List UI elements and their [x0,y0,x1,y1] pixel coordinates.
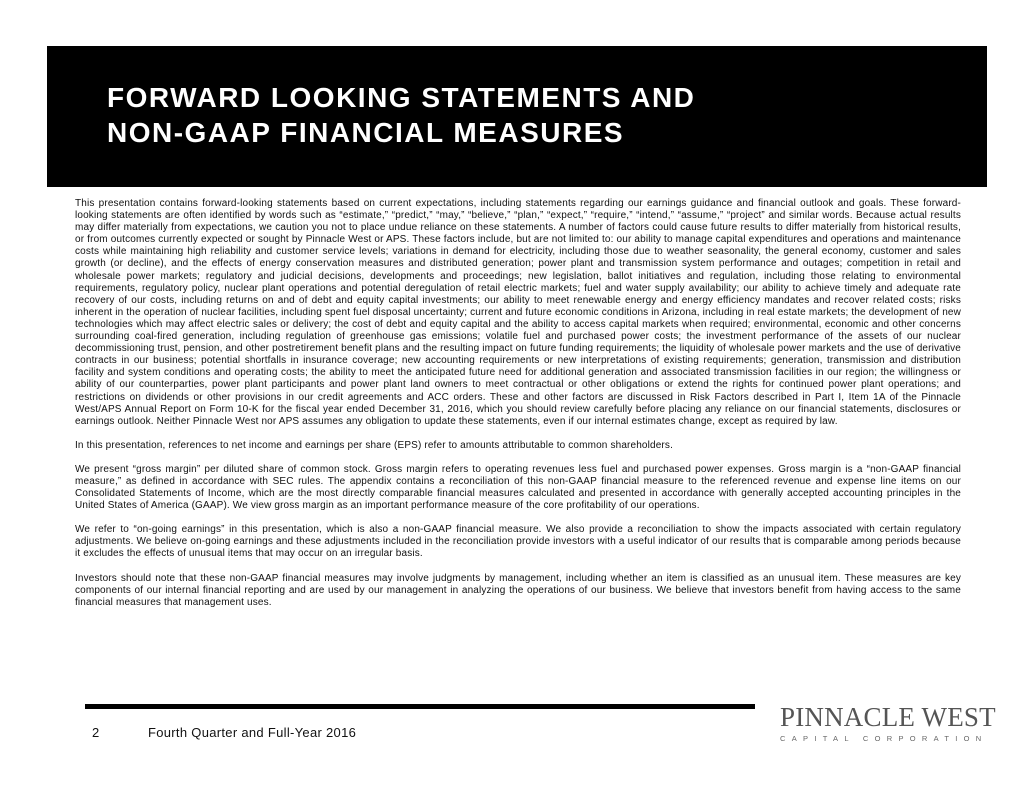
disclaimer-body [75,198,961,621]
paragraph-gross-margin: We present “gross margin” per diluted share of common stock. Gross margin refers to operating revenues less fuel and purchased power expenses. Gross margin is a “non-GAAP financial measure,” as defined in accordance with SEC rules. The appendix contains a reconciliation of this non-GAAP financial measure to the referenced revenue and expense line items on our Consolidated Statements of Income, which are the most directly comparable financial measures calculated and presented in accordance with generally accepted accounting principles in the United States of America (GAAP). We view gross margin as an important performance measure of the core profitability of our operations. [75,463,961,512]
logo-wordmark: PINNACLE WEST [780,702,996,732]
footer-title: Fourth Quarter and Full-Year 2016 [148,725,357,740]
paragraph-eps-definition: In this presentation, references to net income and earnings per share (EPS) refer to amounts attributable to common shareholders. [75,439,673,451]
page-number: 2 [92,725,100,740]
logo-subtitle: CAPITAL CORPORATION [780,734,988,743]
paragraph-investor-note: Investors should note that these non-GAAP financial measures may involve judgments by management, including whether an item is classified as an unusual item. These measures are key components of our internal financial reporting and are used by our management in analyzing the operations of our business. We believe that investors benefit from having access to the same financial measures that management uses. [75,572,961,608]
footer-divider [85,704,755,709]
page-title [107,80,695,150]
page-title-line-2: NON-GAAP FINANCIAL MEASURES [107,117,625,148]
title-banner [47,46,987,187]
paragraph-forward-looking: This presentation contains forward-looking statements based on current expectations, including statements regarding our earnings guidance and financial outlook and goals. These forward-looking statements are often identified by words such as “estimate,” “predict,” “may,” “believe,” “plan,” “expect,” “require,” “intend,” “assume,” “project” and similar words. Because actual results may differ materially from expectations, we caution you not to place undue reliance on these statements. A number of factors could cause future results to differ materially from historical results, or from outcomes currently expected or sought by Pinnacle West or APS. These factors include, but are not limited to: our ability to manage capital expenditures and operations and maintenance costs while maintaining high reliability and customer service levels; variations in demand for electricity, including those due to weather seasonality, the general economy, customer and sales growth (or decline), and the effects of energy conservation measures and distributed generation; power plant and transmission system performance and outages; competition in retail and wholesale power markets; regulatory and judicial decisions, developments and proceedings; new legislation, ballot initiatives and regulation, including those relating to environmental requirements, regulatory policy, nuclear plant operations and potential deregulation of retail electric markets; fuel and water supply availability; our ability to achieve timely and adequate rate recovery of our costs, including returns on and of debt and equity capital investments; our ability to meet renewable energy and energy efficiency mandates and recover related costs; risks inherent in the operation of nuclear facilities, including spent fuel disposal uncertainty; current and future economic conditions in Arizona, including in real estate markets; the development of new technologies which may affect electric sales or delivery; the cost of debt and equity capital and the ability to access capital markets when required; environmental, economic and other concerns surrounding coal-fired generation, including regulation of greenhouse gas emissions; volatile fuel and purchased power costs; the investment performance of the assets of our nuclear decommissioning trust, pension, and other postretirement benefit plans and the resulting impact on future funding requirements; the liquidity of wholesale power markets and the use of derivative contracts in our business; potential shortfalls in insurance coverage; new accounting requirements or new interpretations of existing requirements; generation, transmission and distribution facility and system conditions and operating costs; the ability to meet the anticipated future need for additional generation and associated transmission facilities in our region; the willingness or ability of our counterparties, power plant participants and power plant land owners to meet contractual or other obligations or extend the rights for continued power plant operations; and restrictions on dividends or other provisions in our credit agreements and ACC orders. These and other factors are discussed in Risk Factors described in Part I, Item 1A of the Pinnacle West/APS Annual Report on Form 10-K for the fiscal year ended December 31, 2016, which you should review carefully before placing any reliance on our financial statements, disclosures or earnings outlook. Neither Pinnacle West nor APS assumes any obligation to update these statements, even if our internal estimates change, except as required by law. [75,198,961,427]
page-title-line-1: FORWARD LOOKING STATEMENTS AND [107,82,696,113]
paragraph-on-going-earnings: We refer to “on-going earnings” in this presentation, which is also a non-GAAP financial measure. We also provide a reconciliation to show the impacts associated with certain regulatory adjustments. We believe on-going earnings and these adjustments included in the reconciliation provide investors with a useful indicator of our results that is comparable among periods because it excludes the effects of unusual items that may occur on an irregular basis. [75,524,961,560]
company-logo [780,702,996,743]
